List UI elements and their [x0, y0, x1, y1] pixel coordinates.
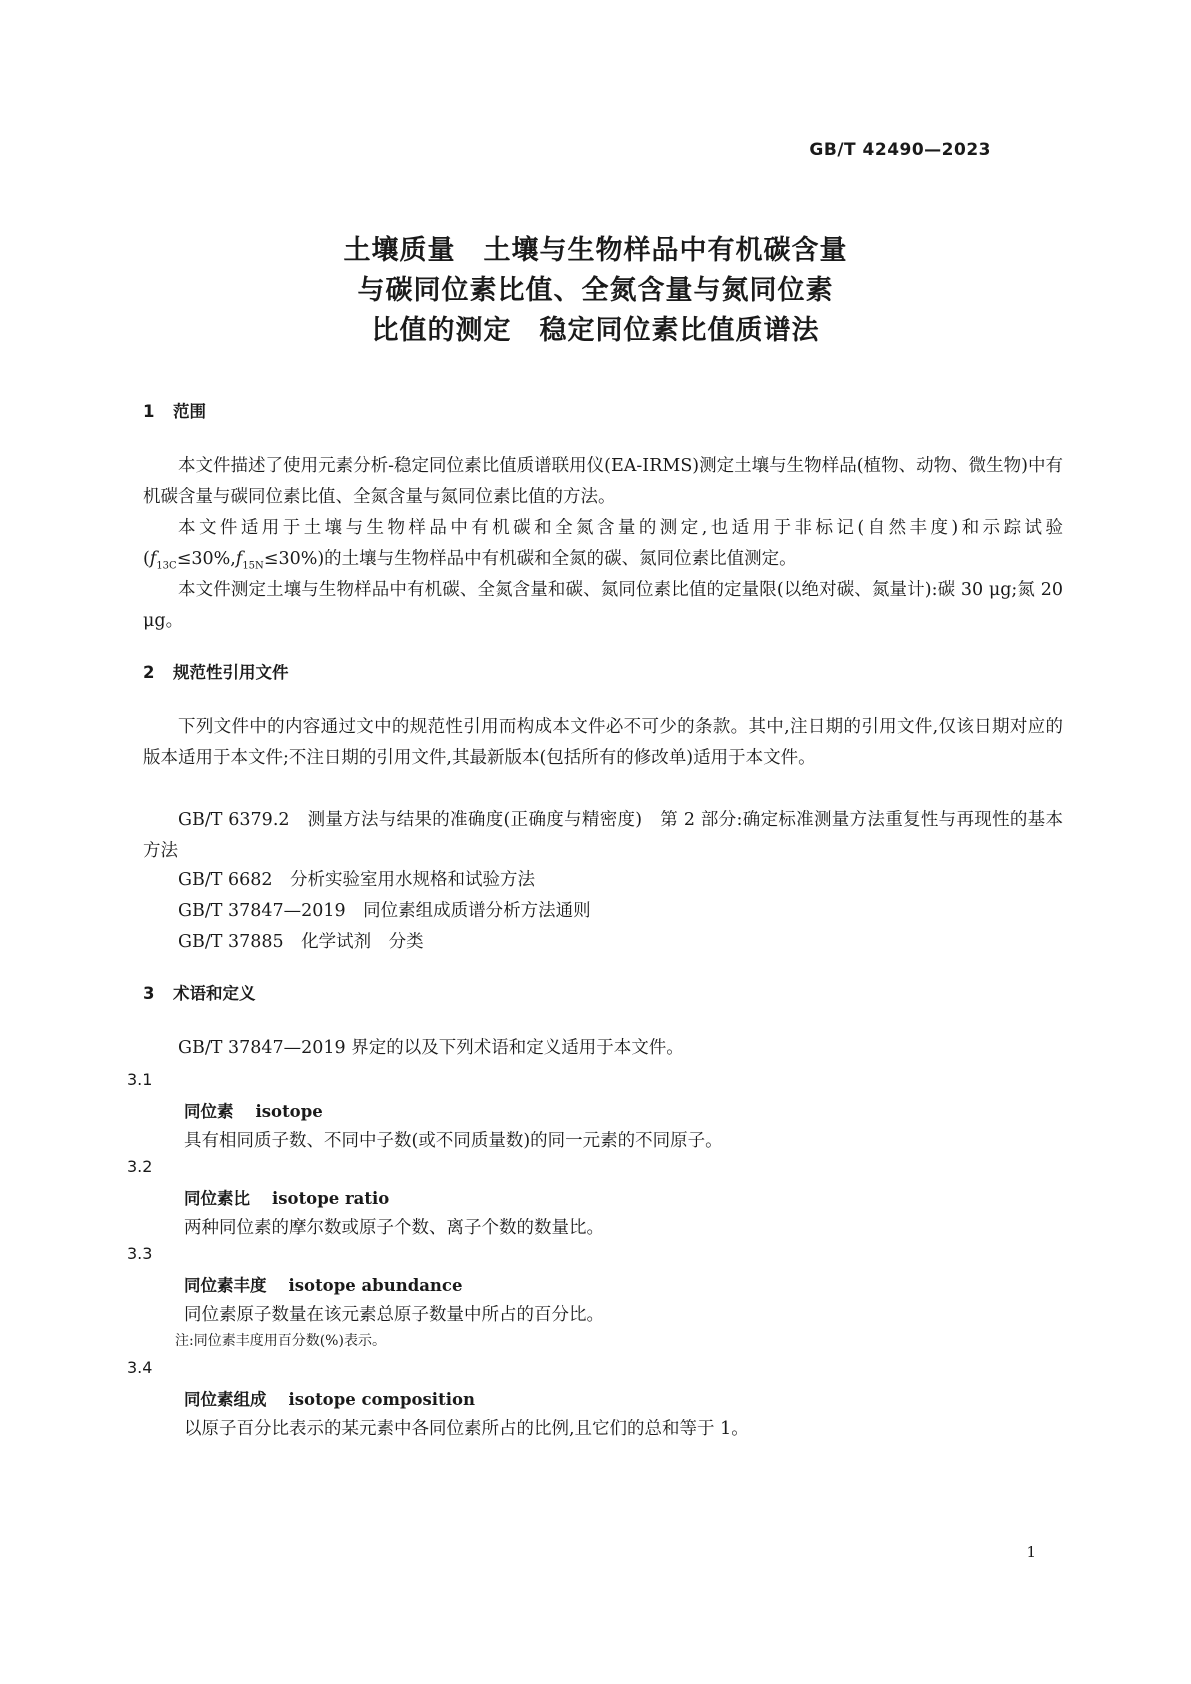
section-1-paragraph-1: 本文件描述了使用元素分析-稳定同位素比值质谱联用仪(EA-IRMS)测定土壤与生物样品(植物、动物、微生物)中有机碳含量与碳同位素比值、全氮含量与氮同位素比值的方法。 [143, 456, 1063, 507]
reference-4: GB/T 37885 化学试剂 分类 [178, 932, 424, 952]
term-definition: 两种同位素的摩尔数或原子个数、离子个数的数量比。 [184, 1218, 604, 1238]
section-1-heading: 1 范围 [143, 402, 206, 421]
title-line-2: 与碳同位素比值、全氮含量与氮同位素 [357, 275, 834, 306]
term-number: 3.1 [127, 1070, 153, 1089]
reference-2: GB/T 6682 分析实验室用水规格和试验方法 [178, 870, 536, 890]
term-definition: 具有相同质子数、不同中子数(或不同质量数)的同一元素的不同原子。 [184, 1131, 723, 1151]
section-1-paragraph-2: 本文件适用于土壤与生物样品中有机碳和全氮含量的测定,也适用于非标记(自然丰度)和示踪试验$(f_{13C}\le 30\%,f_{15N}\le 30\%)$的土壤与生物样品中有机碳和全氮的碳、氮同位素比值测定。 [143, 518, 1063, 572]
section-2-heading: 2 规范性引用文件 [143, 663, 289, 682]
term-definition: 同位素原子数量在该元素总原子数量中所占的百分比。 [184, 1305, 604, 1325]
term-name: 同位素组成 isotope composition [184, 1390, 475, 1409]
section-3-intro: GB/T 37847—2019 界定的以及下列术语和定义适用于本文件。 [178, 1038, 684, 1058]
term-name: 同位素比 isotope ratio [184, 1189, 390, 1208]
term-definition: 以原子百分比表示的某元素中各同位素所占的比例,且它们的总和等于 1。 [184, 1419, 749, 1439]
title-line-1: 土壤质量 土壤与生物样品中有机碳含量 [343, 235, 848, 266]
term-number: 3.3 [127, 1244, 153, 1263]
page-number: 1 [1026, 1543, 1036, 1561]
section-3-heading: 3 术语和定义 [143, 984, 256, 1003]
section-2-paragraph-1: 下列文件中的内容通过文中的规范性引用而构成本文件必不可少的条款。其中,注日期的引用文件,仅该日期对应的版本适用于本文件;不注日期的引用文件,其最新版本(包括所有的修改单)适用于本文件。 [143, 717, 1063, 768]
term-number: 3.2 [127, 1157, 153, 1176]
section-1-paragraph-3: 本文件测定土壤与生物样品中有机碳、全氮含量和碳、氮同位素比值的定量限(以绝对碳、氮量计):碳 30 μg;氮 20 μg。 [143, 580, 1063, 631]
title-line-3: 比值的测定 稳定同位素比值质谱法 [371, 315, 820, 346]
term-name: 同位素 isotope [184, 1102, 323, 1121]
reference-1: GB/T 6379.2 测量方法与结果的准确度(正确度与精密度) 第 2 部分:确定标准测量方法重复性与再现性的基本方法 [143, 810, 1063, 861]
reference-3: GB/T 37847—2019 同位素组成质谱分析方法通则 [178, 901, 591, 921]
term-note: 注:同位素丰度用百分数(%)表示。 [175, 1333, 386, 1349]
term-number: 3.4 [127, 1358, 153, 1377]
term-name: 同位素丰度 isotope abundance [184, 1276, 463, 1295]
standard-code: GB/T 42490—2023 [809, 140, 991, 160]
